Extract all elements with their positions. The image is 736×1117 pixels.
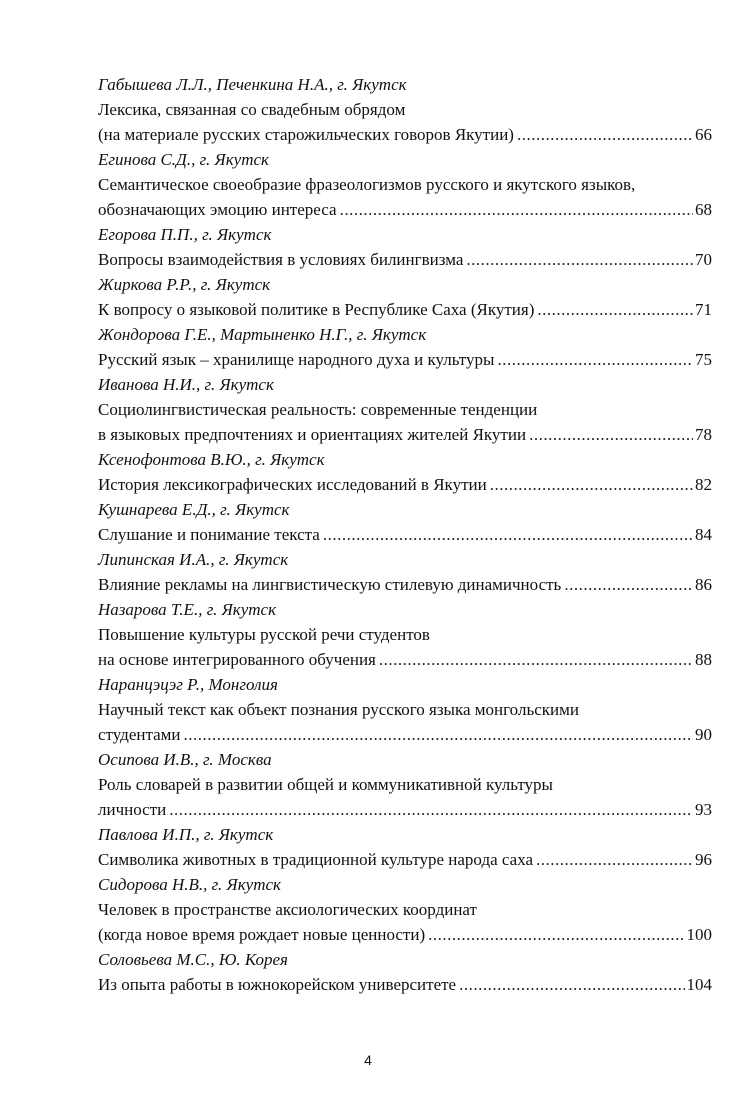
toc-entry-title-line: Роль словарей в развитии общей и коммуникативной культуры <box>98 775 553 794</box>
toc-entry-author: Сидорова Н.В., г. Якутск <box>98 875 281 894</box>
toc-entry-title-final-line <box>98 472 712 497</box>
toc-entry <box>98 672 712 747</box>
dot-leader <box>536 847 693 872</box>
toc-entry-author: Егорова П.П., г. Якутск <box>98 225 272 244</box>
toc-entry <box>98 222 712 272</box>
toc-entry-author: Жиркова Р.Р., г. Якутск <box>98 275 271 294</box>
toc-entry <box>98 372 712 447</box>
toc-entry-title-text: на основе интегрированного обучения <box>98 650 376 669</box>
toc-entry-title-text: Вопросы взаимодействия в условиях билингвизма <box>98 250 464 269</box>
toc-entry <box>98 322 712 372</box>
toc-entry-title-final-line <box>98 722 712 747</box>
toc-entry <box>98 747 712 822</box>
dot-leader <box>169 797 693 822</box>
toc-entry <box>98 822 712 872</box>
toc-entry-title-text: Символика животных в традиционной культуре народа саха <box>98 850 534 869</box>
toc-entry-title-line: Повышение культуры русской речи студентов <box>98 625 430 644</box>
dot-leader <box>340 197 693 222</box>
toc-entry-page-number: 88 <box>695 650 712 669</box>
toc-entry-author: Назарова Т.Е., г. Якутск <box>98 600 277 619</box>
toc-entry-title-text: История лексикографических исследований в Якутии <box>98 475 487 494</box>
toc-entry <box>98 272 712 322</box>
toc-entry-author: Липинская И.А., г. Якутск <box>98 550 289 569</box>
dot-leader <box>466 247 693 272</box>
toc-entry-page-number: 100 <box>686 925 712 944</box>
toc-entry <box>98 447 712 497</box>
toc-entry-author: Егинова С.Д., г. Якутск <box>98 150 269 169</box>
toc-entry-title-line: Семантическое своеобразие фразеологизмов русского и якутского языков, <box>98 175 636 194</box>
toc-entry-title-final-line <box>98 647 712 672</box>
toc-entry-author: Габышева Л.Л., Печенкина Н.А., г. Якутск <box>98 75 407 94</box>
toc-entry-title-text: Влияние рекламы на лингвистическую стилевую динамичность <box>98 575 562 594</box>
toc-entry-page-number: 66 <box>695 125 712 144</box>
toc-entry-title-text: К вопросу о языковой политике в Республике Саха (Якутия) <box>98 300 535 319</box>
page-number: 4 <box>364 1052 372 1068</box>
toc-entry-title-line: Социолингвистическая реальность: современные тенденции <box>98 400 538 419</box>
toc-entry <box>98 147 712 222</box>
dot-leader <box>490 472 693 497</box>
toc-entry-author: Осипова И.В., г. Москва <box>98 750 272 769</box>
toc-entry-page-number: 68 <box>695 200 712 219</box>
toc-entry <box>98 72 712 147</box>
toc-entry-title-final-line <box>98 422 712 447</box>
dot-leader <box>517 122 693 147</box>
toc-entry-title-text: Слушание и понимание текста <box>98 525 320 544</box>
toc-entry <box>98 547 712 597</box>
toc-entry-title-final-line <box>98 197 712 222</box>
toc-entry-title-final-line <box>98 922 712 947</box>
dot-leader <box>497 347 693 372</box>
toc-entry <box>98 497 712 547</box>
toc-entry-title-final-line <box>98 972 712 997</box>
dot-leader <box>379 647 693 672</box>
toc-entry <box>98 872 712 947</box>
dot-leader <box>529 422 693 447</box>
toc-entry-title-line: Научный текст как объект познания русского языка монгольскими <box>98 700 579 719</box>
toc-entry-author: Жондорова Г.Е., Мартыненко Н.Г., г. Якутск <box>98 325 427 344</box>
toc-entry-title-text: личности <box>98 800 167 819</box>
toc-entry-title-final-line <box>98 522 712 547</box>
toc-entry-title-final-line <box>98 122 712 147</box>
toc-entry-page-number: 75 <box>695 350 712 369</box>
toc-entry-author: Наранцэцэг Р., Монголия <box>98 675 278 694</box>
toc-entry-title-text: (когда новое время рождает новые ценности) <box>98 925 426 944</box>
toc-entry-title-text: в языковых предпочтениях и ориентациях жителей Якутии <box>98 425 527 444</box>
dot-leader <box>537 297 693 322</box>
toc-entry-title-final-line <box>98 347 712 372</box>
toc-entry-title-text: студентами <box>98 725 181 744</box>
dot-leader <box>564 572 693 597</box>
toc-entry-title-text: обозначающих эмоцию интереса <box>98 200 337 219</box>
toc-entry-page-number: 84 <box>695 525 712 544</box>
toc-entry-page-number: 90 <box>695 725 712 744</box>
toc-entry-title-line: Лексика, связанная со свадебным обрядом <box>98 100 406 119</box>
toc-entry <box>98 947 712 997</box>
toc-entry-page-number: 86 <box>695 575 712 594</box>
toc-entry <box>98 597 712 672</box>
toc-entry-title-text: Русский язык – хранилище народного духа и культуры <box>98 350 495 369</box>
toc-entry-title-final-line <box>98 247 712 272</box>
toc-entry-page-number: 93 <box>695 800 712 819</box>
toc-entry-page-number: 70 <box>695 250 712 269</box>
toc-entry-page-number: 78 <box>695 425 712 444</box>
toc-entry-page-number: 82 <box>695 475 712 494</box>
toc-entry-author: Павлова И.П., г. Якутск <box>98 825 274 844</box>
dot-leader <box>323 522 693 547</box>
toc-entry-title-text: Из опыта работы в южнокорейском университете <box>98 975 457 994</box>
toc-entry-title-final-line <box>98 297 712 322</box>
toc-entry-author: Ксенофонтова В.Ю., г. Якутск <box>98 450 325 469</box>
toc-entry-author: Соловьева М.С., Ю. Корея <box>98 950 288 969</box>
toc-entry-author: Кушнарева Е.Д., г. Якутск <box>98 500 290 519</box>
toc-entry-title-text: (на материале русских старожильческих говоров Якутии) <box>98 125 514 144</box>
dot-leader <box>184 722 693 747</box>
toc-entry-author: Иванова Н.И., г. Якутск <box>98 375 274 394</box>
toc-entry-page-number: 96 <box>695 850 712 869</box>
dot-leader <box>428 922 684 947</box>
toc-entry-page-number: 104 <box>686 975 712 994</box>
toc-entry-title-final-line <box>98 572 712 597</box>
table-of-contents <box>98 72 712 997</box>
dot-leader <box>459 972 684 997</box>
toc-entry-page-number: 71 <box>695 300 712 319</box>
toc-entry-title-line: Человек в пространстве аксиологических координат <box>98 900 477 919</box>
toc-entry-title-final-line <box>98 847 712 872</box>
toc-entry-title-final-line <box>98 797 712 822</box>
